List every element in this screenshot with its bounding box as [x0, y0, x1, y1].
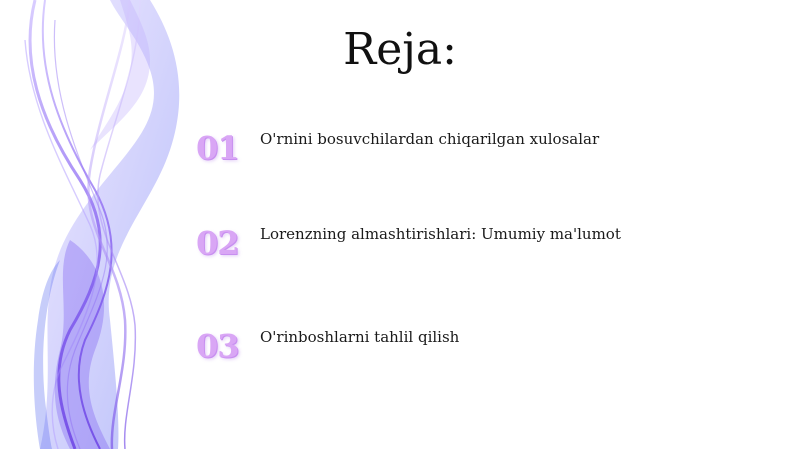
agenda-item-number: 01: [196, 129, 239, 167]
agenda-item-text: Lorenzning almashtirishlari: Umumiy ma'lumot: [260, 225, 621, 243]
agenda-item-number: 03: [196, 327, 239, 365]
agenda-item-1: [196, 124, 756, 172]
agenda-item-3: [196, 322, 756, 370]
agenda-item-number: 02: [196, 224, 239, 262]
agenda-item-text: O'rinboshlarni tahlil qilish: [260, 328, 460, 346]
slide-title: Reja:: [343, 24, 457, 75]
agenda-item-text: O'rnini bosuvchilardan chiqarilgan xulosalar: [260, 130, 600, 148]
purple-smoke-ribbon-decoration: [0, 0, 200, 449]
agenda-item-2: [196, 219, 756, 267]
